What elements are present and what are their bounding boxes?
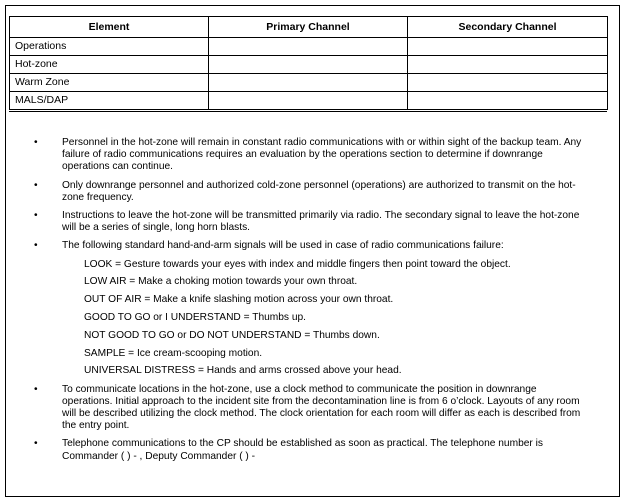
list-item (34, 210, 584, 234)
list-item (34, 240, 584, 377)
table-row (10, 74, 608, 92)
bullet-icon: • (34, 383, 38, 395)
bullet-icon: • (34, 137, 38, 148)
list-item (34, 384, 584, 433)
bullet-text: Only downrange personnel and authorized cold-zone personnel (operations) are authorized to transmit on the hot-zone frequency. (62, 179, 576, 203)
primary-channel-cell (209, 56, 408, 74)
table-row (10, 56, 608, 74)
bullet-text: The following standard hand-and-arm signals will be used in case of radio communications failure: (62, 240, 504, 252)
primary-channel-cell (209, 74, 408, 92)
hand-signal-good-to-go: GOOD TO GO or I UNDERSTAND = Thumbs up. (84, 312, 307, 324)
hand-signal-low-air: LOW AIR = Make a choking motion towards your own throat. (84, 276, 358, 288)
primary-channel-cell (209, 38, 408, 56)
bullet-icon: • (34, 240, 38, 252)
element-cell: Warm Zone (10, 74, 209, 92)
hand-signal-universal-distress: UNIVERSAL DISTRESS = Hands and arms crossed above your head. (84, 365, 402, 377)
bullet-icon: • (34, 438, 38, 450)
secondary-channel-cell (408, 92, 608, 110)
procedures-list (34, 137, 584, 469)
bullet-icon: • (34, 210, 38, 222)
bullet-text: Instructions to leave the hot-zone will be transmitted primarily via radio. The secondary signal to leave the hot-zone will be a series of single, long horn blasts. (62, 210, 580, 234)
bullet-text: Telephone communications to the CP should be established as soon as practical. The telephone number is Commander ( ) - , Deputy Commander ( ) - (62, 438, 543, 462)
secondary-channel-cell (408, 38, 608, 56)
channel-table (9, 16, 608, 110)
table-row (10, 38, 608, 56)
section-divider (9, 111, 607, 112)
secondary-channel-cell (408, 56, 608, 74)
table-row (10, 92, 608, 110)
secondary-channel-cell (408, 74, 608, 92)
table-header-row (10, 17, 608, 38)
column-header-element: Element (10, 17, 209, 38)
list-item (34, 438, 584, 462)
primary-channel-cell (209, 92, 408, 110)
bullet-text: To communicate locations in the hot-zone, use a clock method to communicate the position in downrange operations. Initial approach to the incident site from the decontamination line is from 6 o’clock. Layouts of any room will be described utilizing the clock method. The clock orientation for each room will differ as each is described from the entry point. (62, 383, 581, 432)
bullet-text: Personnel in the hot-zone will remain in constant radio communications with or within sight of the backup team. Any failure of radio communications requires an evaluation by the operations section to determine if downrange operations can continue. (62, 137, 582, 173)
list-item (34, 180, 584, 204)
column-header-secondary-channel: Secondary Channel (408, 17, 608, 38)
element-cell: Hot-zone (10, 56, 209, 74)
hand-signal-out-of-air: OUT OF AIR = Make a knife slashing motion across your own throat. (84, 294, 394, 306)
bullet-icon: • (34, 179, 38, 191)
list-item (34, 137, 584, 174)
hand-signal-look: LOOK = Gesture towards your eyes with index and middle fingers then point toward the object. (84, 258, 511, 270)
hand-signals-list (62, 259, 584, 378)
column-header-primary-channel: Primary Channel (209, 17, 408, 38)
element-cell: Operations (10, 38, 209, 56)
hand-signal-not-good-to-go: NOT GOOD TO GO or DO NOT UNDERSTAND = Thumbs down. (84, 329, 380, 341)
hand-signal-sample: SAMPLE = Ice cream-scooping motion. (84, 347, 263, 359)
element-cell: MALS/DAP (10, 92, 209, 110)
